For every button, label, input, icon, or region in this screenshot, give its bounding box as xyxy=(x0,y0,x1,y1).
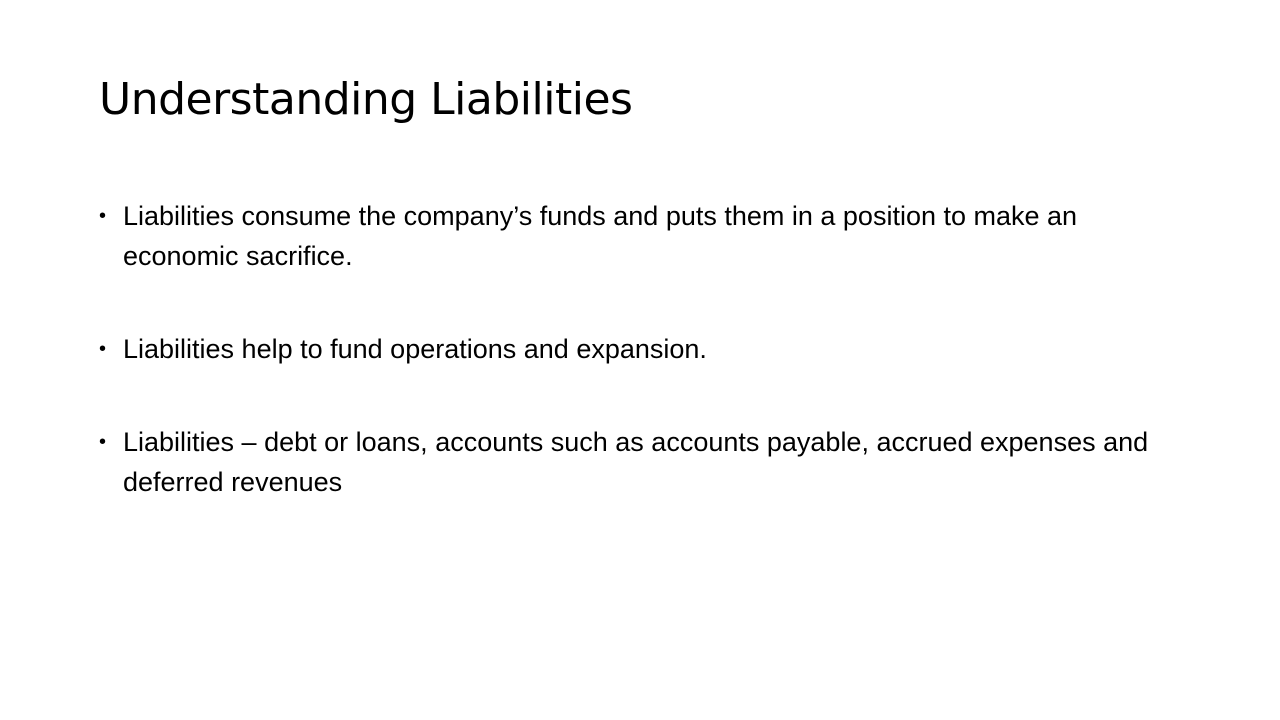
bullet-item xyxy=(99,196,1189,276)
bullet-list xyxy=(99,196,1189,502)
bullet-item xyxy=(99,422,1189,502)
bullet-text: Liabilities help to fund operations and expansion. xyxy=(123,334,707,364)
bullet-marker: • xyxy=(99,431,107,453)
bullet-item xyxy=(99,329,1189,369)
bullet-marker: • xyxy=(99,338,107,360)
bullet-text: Liabilities consume the company’s funds and puts them in a position to make an economic sacrifice. xyxy=(123,201,1078,271)
bullet-marker: • xyxy=(99,205,107,227)
slide-title: Understanding Liabilities xyxy=(99,74,633,125)
bullet-text: Liabilities – debt or loans, accounts such as accounts payable, accrued expenses and deferred revenues xyxy=(123,427,1149,497)
